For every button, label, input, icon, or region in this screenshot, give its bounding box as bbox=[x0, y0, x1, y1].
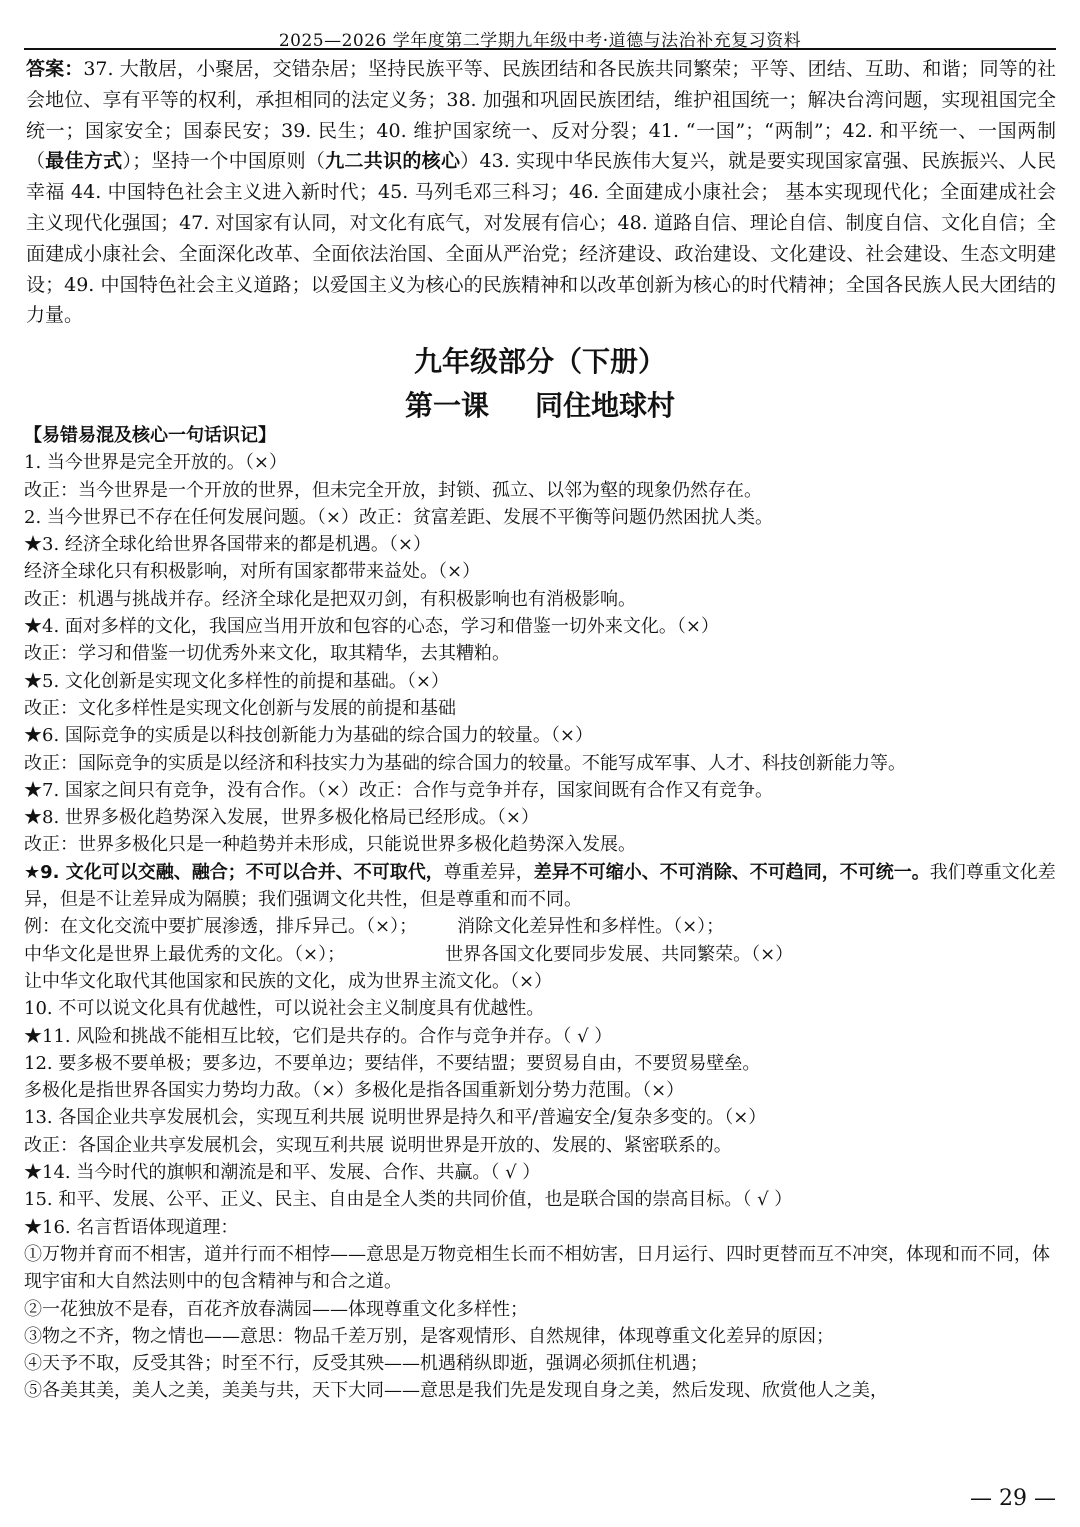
list-item: 15. 和平、发展、公平、正义、民主、自由是全人类的共同价值，也是联合国的崇高目标。（ √ ） bbox=[24, 1189, 793, 1211]
example-d: 世界各国文化要同步发展、共同繁荣。（×） bbox=[445, 943, 794, 965]
list-item: ★6. 国际竞争的实质是以科技创新能力为基础的综合国力的较量。（×） bbox=[24, 725, 593, 747]
item-9-normal: 尊重差异， bbox=[443, 861, 534, 883]
list-item: 12. 要多极不要单极；要多边，不要单边；要结伴，不要结盟；要贸易自由，不要贸易壁垒。 bbox=[24, 1052, 761, 1074]
list-item: ★5. 文化创新是实现文化多样性的前提和基础。（×） bbox=[24, 670, 449, 692]
list-item: ①万物并育而不相害，道并行而不相悖——意思是万物竞相生长而不相妨害，日月运行、四时更替而互不冲突，体现和而不同，体现宇宙和大自然法则中的包含精神与和合之道。 bbox=[24, 1243, 1050, 1293]
list-item: 改正：当今世界是一个开放的世界，但未完全开放，封锁、孤立、以邻为壑的现象仍然存在。 bbox=[24, 479, 762, 501]
list-item: ★14. 当今时代的旗帜和潮流是和平、发展、合作、共赢。（ √ ） bbox=[24, 1162, 541, 1184]
list-item: ★4. 面对多样的文化，我国应当用开放和包容的心态，学习和借鉴一切外来文化。（×） bbox=[24, 616, 719, 638]
list-item: 2. 当今世界已不存在任何发展问题。（×）改正：贫富差距、发展不平衡等问题仍然困扰人类。 bbox=[24, 506, 773, 528]
item-9-bold-b: 差异不可缩小、不可消除、不可趋同，不可统一。 bbox=[533, 861, 930, 883]
item-9-rest: 我们尊重文化差异，但是不让差异成为隔膜；我们强调文化共性，但是尊重和而不同。 bbox=[24, 861, 1056, 911]
answer-bold-1: 最佳方式 bbox=[45, 150, 123, 173]
running-header: 2025—2026 学年度第二学期九年级中考·道德与法治补充复习资料 bbox=[278, 31, 802, 51]
list-item: 多极化是指世界各国实力势均力敌。（×）多极化是指各国重新划分势力范围。（×） bbox=[24, 1080, 685, 1102]
lesson-name: 同住地球村 bbox=[535, 389, 676, 422]
list-item: 13. 各国企业共享发展机会，实现互利共展 说明世界是持久和平/普遍安全/复杂多变的。（×） bbox=[24, 1107, 767, 1129]
list-item: 改正：国际竞争的实质是以经济和科技实力为基础的综合国力的较量。不能写成军事、人才、科技创新能力等。 bbox=[24, 752, 906, 774]
list-item: 改正：文化多样性是实现文化创新与发展的前提和基础 bbox=[24, 697, 456, 719]
list-item: 改正：各国企业共享发展机会，实现互利共展 说明世界是开放的、发展的、紧密联系的。 bbox=[24, 1134, 732, 1156]
example-c: 中华文化是世界上最优秀的文化。（×）； bbox=[24, 943, 346, 965]
list-item: ⑤各美其美，美人之美，美美与共，天下大同——意思是我们先是发现自身之美，然后发现、欣赏他人之美， bbox=[24, 1380, 888, 1402]
review-list bbox=[24, 422, 1058, 1405]
list-item: 10. 不可以说文化具有优越性，可以说社会主义制度具有优越性。 bbox=[24, 998, 545, 1020]
answer-text-1: 37. 大散居，小聚居，交错杂居；坚持民族平等、民族团结和各民族共同繁荣；平等、团结、互助、和谐；同等的社会地位、享有平等的权利，承担相同的法定义务；38. 加强和巩固民族团结，维护祖国统一；解决台湾问题，实现祖国完全统一；国家安全；国泰民安；39. 民生；40. 维护国家统一、反对分裂；41. “一国”；“两制”；42. 和平统一、一国两制（ bbox=[26, 58, 1056, 173]
header-rule bbox=[24, 48, 1056, 50]
list-item: ④天予不取，反受其咎；时至不行，反受其殃——机遇稍纵即逝，强调必须抓住机遇； bbox=[24, 1353, 708, 1375]
list-item: 1. 当今世界是完全开放的。（×） bbox=[24, 452, 287, 474]
section-heading: 【易错易混及核心一句话识记】 bbox=[24, 425, 276, 446]
lesson-title bbox=[24, 384, 1056, 424]
list-item: 让中华文化取代其他国家和民族的文化，成为世界主流文化。（×） bbox=[24, 970, 553, 992]
list-item bbox=[24, 859, 1058, 914]
list-item bbox=[24, 941, 1058, 968]
answer-bold-2: 九二共识的核心 bbox=[325, 150, 461, 173]
lesson-number: 第一课 bbox=[404, 389, 489, 422]
example-b: 消除文化差异性和多样性。（×）； bbox=[457, 916, 725, 938]
list-item: ★8. 世界多极化趋势深入发展，世界多极化格局已经形成。（×） bbox=[24, 807, 539, 829]
list-item: ★16. 名言哲语体现道理： bbox=[24, 1216, 239, 1238]
answer-paragraph bbox=[26, 54, 1056, 331]
example-a: 例：在文化交流中要扩展渗透，排斥异己。（×）； bbox=[24, 916, 418, 938]
list-item: ②一花独放不是春，百花齐放春满园——体现尊重文化多样性； bbox=[24, 1298, 528, 1320]
list-item: 经济全球化只有积极影响，对所有国家都带来益处。（×） bbox=[24, 561, 481, 583]
list-item: 改正：学习和借鉴一切优秀外来文化，取其精华，去其糟粕。 bbox=[24, 643, 510, 665]
list-item: ③物之不齐，物之情也——意思：物品千差万别，是客观情形、自然规律，体现尊重文化差异的原因； bbox=[24, 1325, 834, 1347]
list-item: 改正：机遇与挑战并存。经济全球化是把双刃剑，有积极影响也有消极影响。 bbox=[24, 588, 636, 610]
list-item: ★7. 国家之间只有竞争，没有合作。（×）改正：合作与竞争并存，国家间既有合作又有竞争。 bbox=[24, 779, 773, 801]
page-number: — 29 — bbox=[970, 1486, 1056, 1511]
part-title: 九年级部分（下册） bbox=[413, 345, 666, 378]
answer-text-2: ）；坚持一个中国原则（ bbox=[122, 150, 326, 173]
list-item: 改正：世界多极化只是一种趋势并未形成，只能说世界多极化趋势深入发展。 bbox=[24, 834, 636, 856]
answer-text-3: ）43. 实现中华民族伟大复兴，就是要实现国家富强、民族振兴、人民幸福 44. 中国特色社会主义进入新时代；45. 马列毛邓三科习；46. 全面建成小康社会； 基本实现现代化；全面建成社会主义现代化强国；47. 对国家有认同，对文化有底气，对发展有信心；48. 道路自信、理论自信、制度自信、文化自信；全面建成小康社会、全面深化改革、全面依法治国、全面从严治党；经济建设、政治建设、文化建设、社会建设、生态文明建设；49. 中国特色社会主义道路；以爱国主义为核心的民族精神和以改革创新为核心的时代精神；全国各民族人民大团结的力量。 bbox=[26, 150, 1056, 327]
item-9-bold-a: ★9. 文化可以交融、融合；不可以合并、不可取代， bbox=[24, 861, 444, 883]
list-item bbox=[24, 913, 1058, 940]
answer-label: 答案： bbox=[26, 58, 84, 80]
list-item: ★3. 经济全球化给世界各国带来的都是机遇。（×） bbox=[24, 534, 431, 556]
list-item: ★11. 风险和挑战不能相互比较，它们是共存的。合作与竞争并存。（ √ ） bbox=[24, 1025, 613, 1047]
